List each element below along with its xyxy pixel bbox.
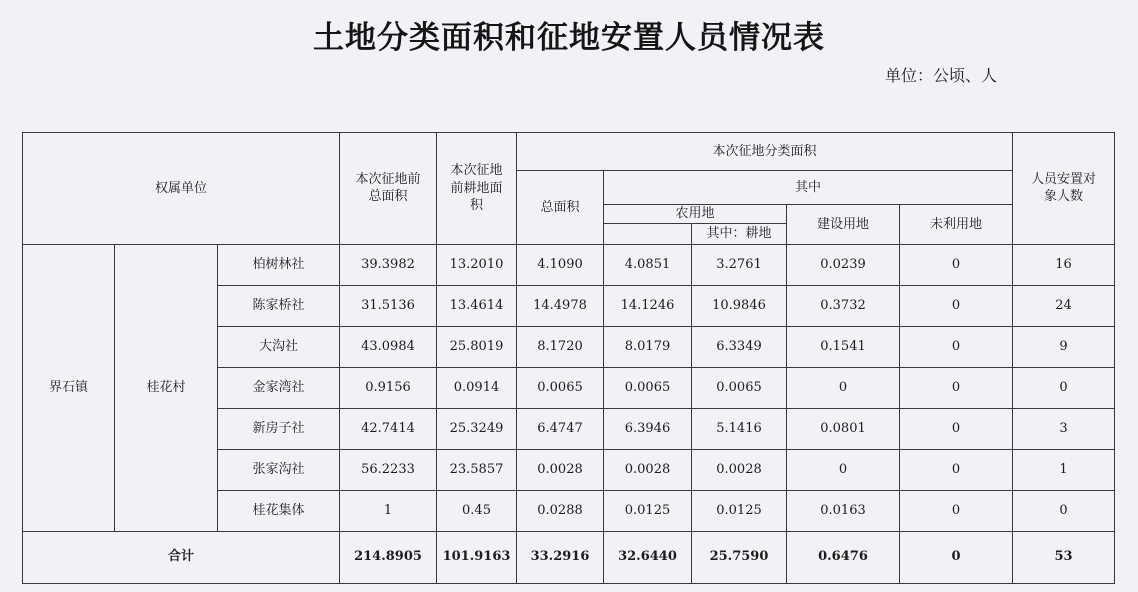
- cell-agri: 0.0065: [604, 367, 692, 408]
- cell-people: 24: [1013, 285, 1115, 326]
- cell-total-area: 4.1090: [517, 244, 604, 285]
- header-resettle: 人员安置对象人数: [1013, 133, 1115, 245]
- total-cell-construction: 0.6476: [787, 531, 900, 583]
- cell-construction: 0.0801: [787, 408, 900, 449]
- total-cell-total-area: 33.2916: [517, 531, 604, 583]
- cell-total-area: 8.1720: [517, 326, 604, 367]
- unit-label: 单位：公顷、人: [885, 66, 998, 85]
- total-label: 合计: [23, 531, 340, 583]
- cell-arable: 0.0028: [692, 449, 787, 490]
- cell-people: 16: [1013, 244, 1115, 285]
- header-arable-among: 其中：耕地: [692, 223, 787, 244]
- cell-arable: 5.1416: [692, 408, 787, 449]
- cell-arable: 3.2761: [692, 244, 787, 285]
- unit-name-cell: 桂花集体: [218, 490, 340, 531]
- cell-construction: 0.0163: [787, 490, 900, 531]
- cell-people: 3: [1013, 408, 1115, 449]
- cell-construction: 0.3732: [787, 285, 900, 326]
- header-classified: 本次征地分类面积: [517, 133, 1013, 171]
- cell-agri: 0.0028: [604, 449, 692, 490]
- header-unused: 未利用地: [900, 205, 1013, 245]
- total-cell-people: 53: [1013, 531, 1115, 583]
- cell-arable-before: 0.0914: [437, 367, 517, 408]
- town-cell: 界石镇: [23, 244, 115, 531]
- cell-arable: 6.3349: [692, 326, 787, 367]
- unit-name-cell: 金家湾社: [218, 367, 340, 408]
- village-cell: 桂花村: [115, 244, 218, 531]
- cell-total-before: 0.9156: [340, 367, 437, 408]
- cell-agri: 6.3946: [604, 408, 692, 449]
- header-owner: 权属单位: [23, 133, 340, 245]
- cell-total-area: 0.0065: [517, 367, 604, 408]
- cell-total-before: 42.7414: [340, 408, 437, 449]
- total-row: [23, 531, 1115, 583]
- cell-arable: 10.9846: [692, 285, 787, 326]
- page-title: 土地分类面积和征地安置人员情况表: [313, 20, 825, 56]
- cell-construction: 0: [787, 449, 900, 490]
- cell-construction: 0.1541: [787, 326, 900, 367]
- cell-total-area: 0.0028: [517, 449, 604, 490]
- cell-total-before: 56.2233: [340, 449, 437, 490]
- cell-total-before: 39.3982: [340, 244, 437, 285]
- unit-name-cell: 柏树林社: [218, 244, 340, 285]
- cell-arable-before: 23.5857: [437, 449, 517, 490]
- cell-people: 1: [1013, 449, 1115, 490]
- land-table: [22, 132, 1115, 584]
- header-arable-before: 本次征地前耕地面积: [437, 133, 517, 245]
- unit-name-cell: 新房子社: [218, 408, 340, 449]
- cell-unused: 0: [900, 285, 1013, 326]
- cell-arable-before: 0.45: [437, 490, 517, 531]
- cell-total-before: 43.0984: [340, 326, 437, 367]
- cell-construction: 0: [787, 367, 900, 408]
- header-construction: 建设用地: [787, 205, 900, 245]
- header-agri: 农用地: [604, 205, 787, 224]
- cell-agri: 0.0125: [604, 490, 692, 531]
- cell-arable: 0.0125: [692, 490, 787, 531]
- cell-total-before: 31.5136: [340, 285, 437, 326]
- header-among: 其中: [604, 171, 1013, 205]
- cell-unused: 0: [900, 408, 1013, 449]
- cell-arable-before: 13.2010: [437, 244, 517, 285]
- cell-total-area: 6.4747: [517, 408, 604, 449]
- cell-arable-before: 25.3249: [437, 408, 517, 449]
- header-total-area: 总面积: [517, 171, 604, 245]
- cell-total-before: 1: [340, 490, 437, 531]
- cell-unused: 0: [900, 367, 1013, 408]
- total-cell-total-before: 214.8905: [340, 531, 437, 583]
- unit-name-cell: 陈家桥社: [218, 285, 340, 326]
- total-cell-arable: 25.7590: [692, 531, 787, 583]
- cell-arable: 0.0065: [692, 367, 787, 408]
- total-cell-unused: 0: [900, 531, 1013, 583]
- header-total-before: 本次征地前总面积: [340, 133, 437, 245]
- cell-agri: 4.0851: [604, 244, 692, 285]
- unit-name-cell: 大沟社: [218, 326, 340, 367]
- cell-unused: 0: [900, 326, 1013, 367]
- cell-agri: 14.1246: [604, 285, 692, 326]
- cell-total-area: 0.0288: [517, 490, 604, 531]
- total-cell-arable-before: 101.9163: [437, 531, 517, 583]
- cell-unused: 0: [900, 490, 1013, 531]
- table-row: [23, 244, 1115, 285]
- cell-unused: 0: [900, 449, 1013, 490]
- cell-agri: 8.0179: [604, 326, 692, 367]
- cell-total-area: 14.4978: [517, 285, 604, 326]
- cell-people: 0: [1013, 367, 1115, 408]
- cell-people: 9: [1013, 326, 1115, 367]
- cell-unused: 0: [900, 244, 1013, 285]
- cell-people: 0: [1013, 490, 1115, 531]
- cell-arable-before: 13.4614: [437, 285, 517, 326]
- cell-arable-before: 25.8019: [437, 326, 517, 367]
- cell-construction: 0.0239: [787, 244, 900, 285]
- unit-name-cell: 张家沟社: [218, 449, 340, 490]
- total-cell-agri: 32.6440: [604, 531, 692, 583]
